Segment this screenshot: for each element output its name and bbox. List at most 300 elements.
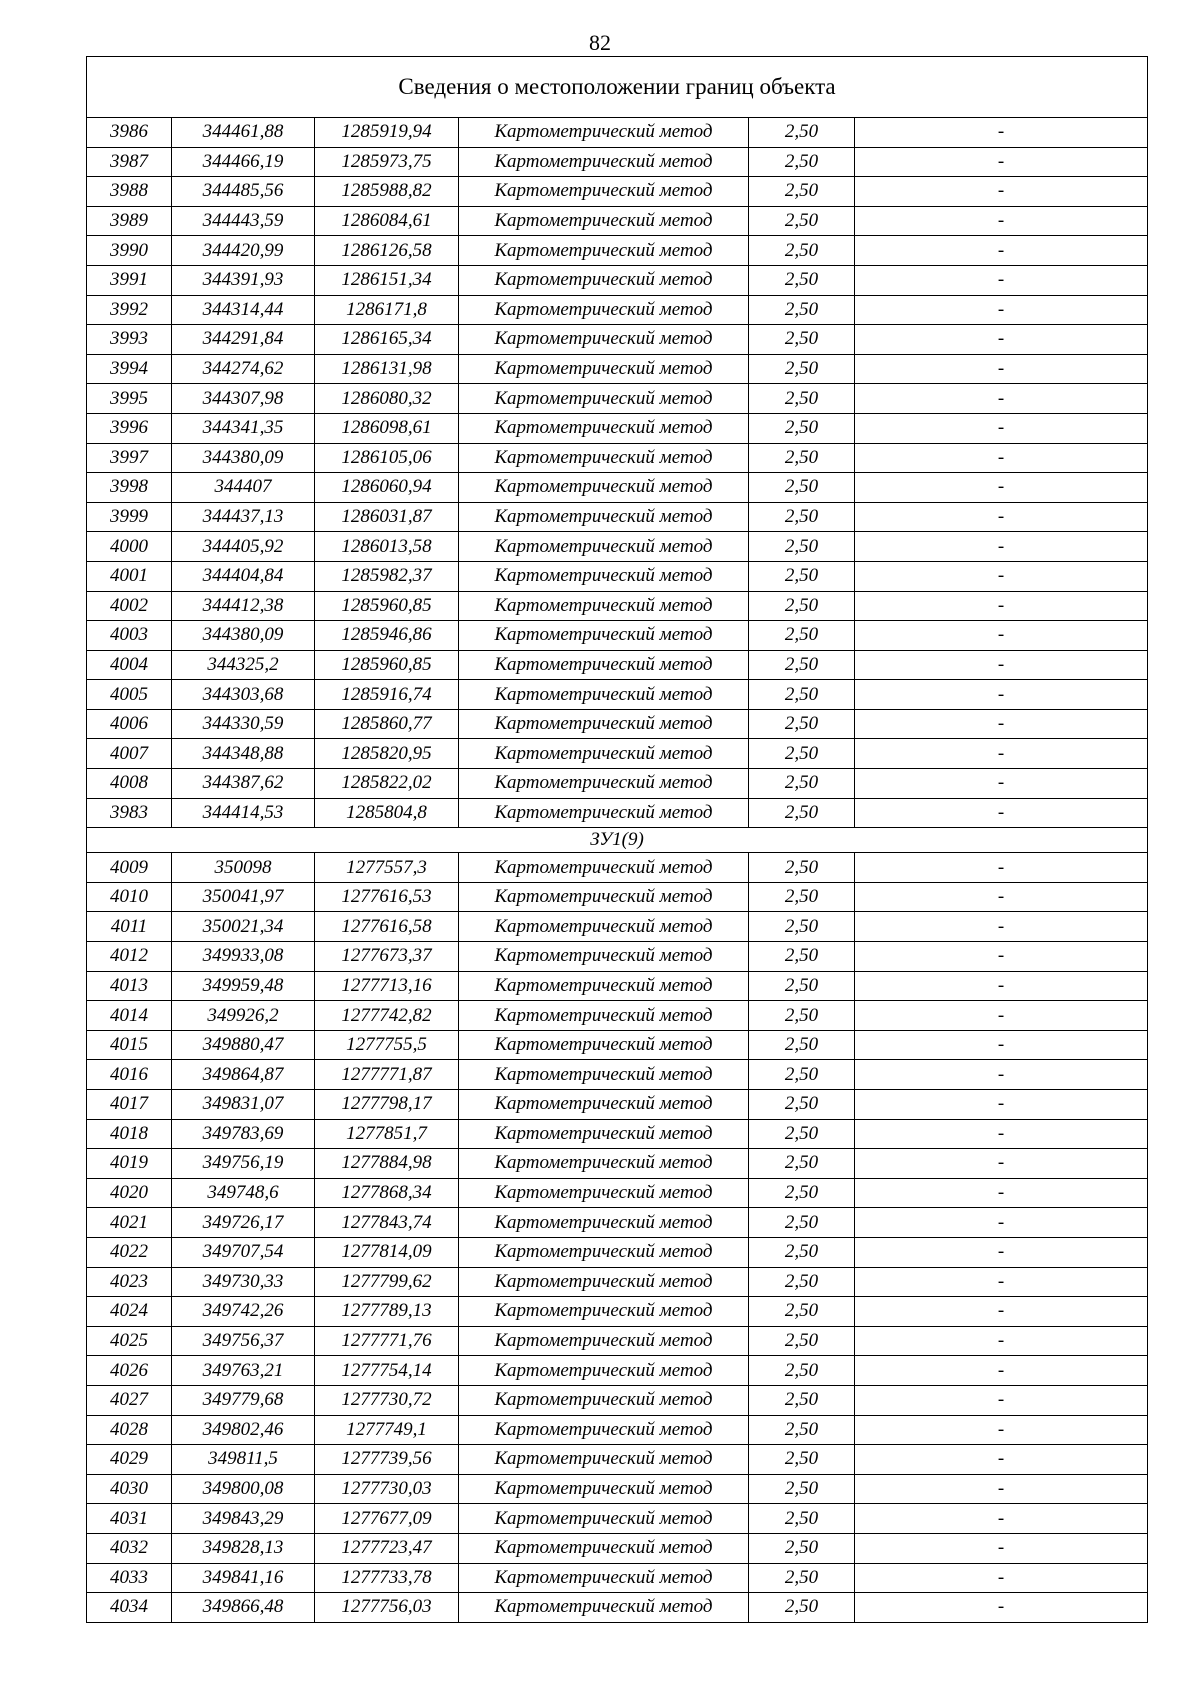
table-row	[87, 1119, 1148, 1149]
coord-y-cell: 1285916,74	[315, 680, 459, 710]
coord-y-cell: 1277673,37	[315, 942, 459, 972]
table-row	[87, 147, 1148, 177]
coord-x-cell: 349959,48	[172, 971, 315, 1001]
coord-y-cell: 1286171,8	[315, 295, 459, 325]
point-number-cell: 4010	[87, 882, 172, 912]
coord-y-cell: 1277798,17	[315, 1090, 459, 1120]
accuracy-cell: 2,50	[749, 1267, 855, 1297]
table-row	[87, 295, 1148, 325]
description-cell: -	[855, 1030, 1148, 1060]
coord-x-cell: 344414,53	[172, 798, 315, 828]
method-cell: Картометрический метод	[459, 443, 749, 473]
accuracy-cell: 2,50	[749, 236, 855, 266]
table-row	[87, 532, 1148, 562]
coord-y-cell: 1286131,98	[315, 354, 459, 384]
table-row	[87, 206, 1148, 236]
description-cell: -	[855, 739, 1148, 769]
point-number-cell: 4012	[87, 942, 172, 972]
table-row	[87, 1385, 1148, 1415]
coord-y-cell: 1277756,03	[315, 1593, 459, 1623]
coord-y-cell: 1286151,34	[315, 265, 459, 295]
coord-y-cell: 1277739,56	[315, 1445, 459, 1475]
description-cell: -	[855, 325, 1148, 355]
coord-y-cell: 1285973,75	[315, 147, 459, 177]
method-cell: Картометрический метод	[459, 1208, 749, 1238]
point-number-cell: 4000	[87, 532, 172, 562]
coord-x-cell: 349933,08	[172, 942, 315, 972]
coord-x-cell: 349748,6	[172, 1178, 315, 1208]
table-row	[87, 1445, 1148, 1475]
coord-x-cell: 344420,99	[172, 236, 315, 266]
method-cell: Картометрический метод	[459, 1090, 749, 1120]
method-cell: Картометрический метод	[459, 650, 749, 680]
method-cell: Картометрический метод	[459, 853, 749, 883]
accuracy-cell: 2,50	[749, 413, 855, 443]
method-cell: Картометрический метод	[459, 942, 749, 972]
coord-x-cell: 344330,59	[172, 709, 315, 739]
accuracy-cell: 2,50	[749, 650, 855, 680]
point-number-cell: 4001	[87, 561, 172, 591]
method-cell: Картометрический метод	[459, 1593, 749, 1623]
table-row	[87, 1090, 1148, 1120]
accuracy-cell: 2,50	[749, 739, 855, 769]
point-number-cell: 4019	[87, 1149, 172, 1179]
coord-x-cell: 349831,07	[172, 1090, 315, 1120]
table-row	[87, 1326, 1148, 1356]
coord-x-cell: 349763,21	[172, 1356, 315, 1386]
point-number-cell: 4002	[87, 591, 172, 621]
description-cell: -	[855, 1208, 1148, 1238]
method-cell: Картометрический метод	[459, 1504, 749, 1534]
point-number-cell: 3998	[87, 473, 172, 503]
point-number-cell: 3996	[87, 413, 172, 443]
coord-x-cell: 349783,69	[172, 1119, 315, 1149]
table-row	[87, 912, 1148, 942]
accuracy-cell: 2,50	[749, 1445, 855, 1475]
description-cell: -	[855, 1090, 1148, 1120]
accuracy-cell: 2,50	[749, 1297, 855, 1327]
accuracy-cell: 2,50	[749, 1237, 855, 1267]
coord-x-cell: 344303,68	[172, 680, 315, 710]
accuracy-cell: 2,50	[749, 265, 855, 295]
description-cell: -	[855, 769, 1148, 799]
coord-x-cell: 344443,59	[172, 206, 315, 236]
point-number-cell: 4013	[87, 971, 172, 1001]
accuracy-cell: 2,50	[749, 147, 855, 177]
point-number-cell: 4003	[87, 621, 172, 651]
description-cell: -	[855, 1001, 1148, 1031]
point-number-cell: 4007	[87, 739, 172, 769]
accuracy-cell: 2,50	[749, 1001, 855, 1031]
coord-y-cell: 1285804,8	[315, 798, 459, 828]
coord-y-cell: 1277749,1	[315, 1415, 459, 1445]
accuracy-cell: 2,50	[749, 591, 855, 621]
coord-y-cell: 1277771,87	[315, 1060, 459, 1090]
table-row	[87, 709, 1148, 739]
method-cell: Картометрический метод	[459, 384, 749, 414]
description-cell: -	[855, 1326, 1148, 1356]
coord-y-cell: 1285820,95	[315, 739, 459, 769]
table-row	[87, 1030, 1148, 1060]
description-cell: -	[855, 1385, 1148, 1415]
accuracy-cell: 2,50	[749, 942, 855, 972]
accuracy-cell: 2,50	[749, 354, 855, 384]
accuracy-cell: 2,50	[749, 1356, 855, 1386]
description-cell: -	[855, 680, 1148, 710]
description-cell: -	[855, 650, 1148, 680]
coord-y-cell: 1286013,58	[315, 532, 459, 562]
coord-y-cell: 1277789,13	[315, 1297, 459, 1327]
method-cell: Картометрический метод	[459, 591, 749, 621]
coord-y-cell: 1286105,06	[315, 443, 459, 473]
point-number-cell: 4017	[87, 1090, 172, 1120]
coord-y-cell: 1277755,5	[315, 1030, 459, 1060]
description-cell: -	[855, 912, 1148, 942]
accuracy-cell: 2,50	[749, 295, 855, 325]
method-cell: Картометрический метод	[459, 1326, 749, 1356]
accuracy-cell: 2,50	[749, 1563, 855, 1593]
coord-x-cell: 344325,2	[172, 650, 315, 680]
point-number-cell: 3990	[87, 236, 172, 266]
accuracy-cell: 2,50	[749, 882, 855, 912]
coord-y-cell: 1277677,09	[315, 1504, 459, 1534]
description-cell: -	[855, 1119, 1148, 1149]
table-row	[87, 443, 1148, 473]
coord-x-cell: 349707,54	[172, 1237, 315, 1267]
accuracy-cell: 2,50	[749, 1385, 855, 1415]
point-number-cell: 3992	[87, 295, 172, 325]
coord-y-cell: 1285982,37	[315, 561, 459, 591]
coord-y-cell: 1277616,53	[315, 882, 459, 912]
table-row	[87, 1297, 1148, 1327]
accuracy-cell: 2,50	[749, 621, 855, 651]
coord-y-cell: 1277723,47	[315, 1533, 459, 1563]
method-cell: Картометрический метод	[459, 1060, 749, 1090]
coord-x-cell: 349756,37	[172, 1326, 315, 1356]
table-row	[87, 1533, 1148, 1563]
accuracy-cell: 2,50	[749, 971, 855, 1001]
description-cell: -	[855, 882, 1148, 912]
coord-x-cell: 349730,33	[172, 1267, 315, 1297]
description-cell: -	[855, 502, 1148, 532]
table-row	[87, 798, 1148, 828]
coord-y-cell: 1286060,94	[315, 473, 459, 503]
point-number-cell: 4032	[87, 1533, 172, 1563]
description-cell: -	[855, 561, 1148, 591]
method-cell: Картометрический метод	[459, 680, 749, 710]
accuracy-cell: 2,50	[749, 502, 855, 532]
description-cell: -	[855, 942, 1148, 972]
method-cell: Картометрический метод	[459, 1297, 749, 1327]
point-number-cell: 4009	[87, 853, 172, 883]
point-number-cell: 4025	[87, 1326, 172, 1356]
description-cell: -	[855, 206, 1148, 236]
method-cell: Картометрический метод	[459, 971, 749, 1001]
point-number-cell: 4028	[87, 1415, 172, 1445]
table-row	[87, 1060, 1148, 1090]
point-number-cell: 4026	[87, 1356, 172, 1386]
point-number-cell: 3991	[87, 265, 172, 295]
table-row	[87, 1149, 1148, 1179]
table-row	[87, 1001, 1148, 1031]
method-cell: Картометрический метод	[459, 265, 749, 295]
method-cell: Картометрический метод	[459, 354, 749, 384]
accuracy-cell: 2,50	[749, 325, 855, 355]
method-cell: Картометрический метод	[459, 177, 749, 207]
method-cell: Картометрический метод	[459, 1474, 749, 1504]
coord-y-cell: 1285960,85	[315, 591, 459, 621]
point-number-cell: 3987	[87, 147, 172, 177]
point-number-cell: 3986	[87, 118, 172, 148]
accuracy-cell: 2,50	[749, 680, 855, 710]
method-cell: Картометрический метод	[459, 1533, 749, 1563]
method-cell: Картометрический метод	[459, 739, 749, 769]
description-cell: -	[855, 295, 1148, 325]
point-number-cell: 4034	[87, 1593, 172, 1623]
method-cell: Картометрический метод	[459, 912, 749, 942]
coord-x-cell: 344485,56	[172, 177, 315, 207]
coord-x-cell: 344341,35	[172, 413, 315, 443]
coord-y-cell: 1286031,87	[315, 502, 459, 532]
coord-y-cell: 1285860,77	[315, 709, 459, 739]
section-label: ЗУ1(9)	[87, 828, 1148, 853]
table-header: Сведения о местоположении границ объекта	[87, 57, 1148, 118]
method-cell: Картометрический метод	[459, 882, 749, 912]
coord-x-cell: 344437,13	[172, 502, 315, 532]
coord-x-cell: 349841,16	[172, 1563, 315, 1593]
coord-y-cell: 1277843,74	[315, 1208, 459, 1238]
coord-y-cell: 1277771,76	[315, 1326, 459, 1356]
table-row	[87, 650, 1148, 680]
point-number-cell: 3995	[87, 384, 172, 414]
method-cell: Картометрический метод	[459, 769, 749, 799]
point-number-cell: 4033	[87, 1563, 172, 1593]
coord-x-cell: 344348,88	[172, 739, 315, 769]
table-row	[87, 1593, 1148, 1623]
coord-x-cell: 344274,62	[172, 354, 315, 384]
coord-x-cell: 349811,5	[172, 1445, 315, 1475]
coord-y-cell: 1277799,62	[315, 1267, 459, 1297]
description-cell: -	[855, 354, 1148, 384]
accuracy-cell: 2,50	[749, 1208, 855, 1238]
method-cell: Картометрический метод	[459, 473, 749, 503]
table-row	[87, 882, 1148, 912]
point-number-cell: 4011	[87, 912, 172, 942]
accuracy-cell: 2,50	[749, 532, 855, 562]
point-number-cell: 4027	[87, 1385, 172, 1415]
coord-y-cell: 1285946,86	[315, 621, 459, 651]
table-row	[87, 1415, 1148, 1445]
coord-y-cell: 1277730,03	[315, 1474, 459, 1504]
description-cell: -	[855, 473, 1148, 503]
coord-y-cell: 1277730,72	[315, 1385, 459, 1415]
accuracy-cell: 2,50	[749, 473, 855, 503]
description-cell: -	[855, 798, 1148, 828]
point-number-cell: 4022	[87, 1237, 172, 1267]
description-cell: -	[855, 1237, 1148, 1267]
table-row	[87, 1474, 1148, 1504]
accuracy-cell: 2,50	[749, 1326, 855, 1356]
section-label-row	[87, 828, 1148, 853]
accuracy-cell: 2,50	[749, 709, 855, 739]
description-cell: -	[855, 591, 1148, 621]
coord-x-cell: 344291,84	[172, 325, 315, 355]
point-number-cell: 3999	[87, 502, 172, 532]
table-row	[87, 413, 1148, 443]
method-cell: Картометрический метод	[459, 1356, 749, 1386]
coord-x-cell: 344387,62	[172, 769, 315, 799]
point-number-cell: 4015	[87, 1030, 172, 1060]
point-number-cell: 4030	[87, 1474, 172, 1504]
point-number-cell: 4016	[87, 1060, 172, 1090]
coord-x-cell: 349742,26	[172, 1297, 315, 1327]
accuracy-cell: 2,50	[749, 1030, 855, 1060]
table-row	[87, 591, 1148, 621]
accuracy-cell: 2,50	[749, 1090, 855, 1120]
coord-y-cell: 1277814,09	[315, 1237, 459, 1267]
table-row	[87, 1563, 1148, 1593]
coord-x-cell: 350041,97	[172, 882, 315, 912]
accuracy-cell: 2,50	[749, 798, 855, 828]
description-cell: -	[855, 1178, 1148, 1208]
point-number-cell: 4024	[87, 1297, 172, 1327]
page-number: 82	[589, 30, 611, 55]
table-row	[87, 384, 1148, 414]
description-cell: -	[855, 1267, 1148, 1297]
coord-x-cell: 349880,47	[172, 1030, 315, 1060]
description-cell: -	[855, 1533, 1148, 1563]
table-row	[87, 1267, 1148, 1297]
method-cell: Картометрический метод	[459, 1385, 749, 1415]
coord-x-cell: 350098	[172, 853, 315, 883]
coord-x-cell: 349828,13	[172, 1533, 315, 1563]
table-row	[87, 1208, 1148, 1238]
coord-x-cell: 344407	[172, 473, 315, 503]
table-row	[87, 561, 1148, 591]
accuracy-cell: 2,50	[749, 1119, 855, 1149]
description-cell: -	[855, 709, 1148, 739]
accuracy-cell: 2,50	[749, 1060, 855, 1090]
accuracy-cell: 2,50	[749, 1593, 855, 1623]
coord-y-cell: 1277616,58	[315, 912, 459, 942]
accuracy-cell: 2,50	[749, 1178, 855, 1208]
coord-x-cell: 344391,93	[172, 265, 315, 295]
coord-x-cell: 349864,87	[172, 1060, 315, 1090]
coord-x-cell: 349843,29	[172, 1504, 315, 1534]
method-cell: Картометрический метод	[459, 621, 749, 651]
table-row	[87, 621, 1148, 651]
coord-x-cell: 344307,98	[172, 384, 315, 414]
coord-x-cell: 344461,88	[172, 118, 315, 148]
method-cell: Картометрический метод	[459, 532, 749, 562]
coord-x-cell: 349802,46	[172, 1415, 315, 1445]
coord-x-cell: 344404,84	[172, 561, 315, 591]
coord-y-cell: 1286084,61	[315, 206, 459, 236]
description-cell: -	[855, 1060, 1148, 1090]
accuracy-cell: 2,50	[749, 177, 855, 207]
point-number-cell: 4005	[87, 680, 172, 710]
accuracy-cell: 2,50	[749, 384, 855, 414]
boundary-coordinates-table	[86, 56, 1148, 1623]
coord-y-cell: 1285919,94	[315, 118, 459, 148]
point-number-cell: 3997	[87, 443, 172, 473]
description-cell: -	[855, 413, 1148, 443]
point-number-cell: 4020	[87, 1178, 172, 1208]
table-row	[87, 177, 1148, 207]
coord-y-cell: 1277754,14	[315, 1356, 459, 1386]
description-cell: -	[855, 177, 1148, 207]
method-cell: Картометрический метод	[459, 413, 749, 443]
table-row	[87, 502, 1148, 532]
description-cell: -	[855, 443, 1148, 473]
coord-y-cell: 1285988,82	[315, 177, 459, 207]
table-row	[87, 325, 1148, 355]
table-row	[87, 118, 1148, 148]
coord-y-cell: 1277851,7	[315, 1119, 459, 1149]
coord-x-cell: 349866,48	[172, 1593, 315, 1623]
point-number-cell: 4023	[87, 1267, 172, 1297]
point-number-cell: 4031	[87, 1504, 172, 1534]
coord-x-cell: 344314,44	[172, 295, 315, 325]
coord-y-cell: 1277868,34	[315, 1178, 459, 1208]
coord-x-cell: 344380,09	[172, 621, 315, 651]
accuracy-cell: 2,50	[749, 1149, 855, 1179]
accuracy-cell: 2,50	[749, 1474, 855, 1504]
point-number-cell: 3989	[87, 206, 172, 236]
coord-x-cell: 349726,17	[172, 1208, 315, 1238]
point-number-cell: 4021	[87, 1208, 172, 1238]
table-row	[87, 1237, 1148, 1267]
method-cell: Картометрический метод	[459, 502, 749, 532]
method-cell: Картометрический метод	[459, 1445, 749, 1475]
method-cell: Картометрический метод	[459, 325, 749, 355]
method-cell: Картометрический метод	[459, 1030, 749, 1060]
description-cell: -	[855, 118, 1148, 148]
table-row	[87, 1178, 1148, 1208]
accuracy-cell: 2,50	[749, 443, 855, 473]
coord-x-cell: 349756,19	[172, 1149, 315, 1179]
point-number-cell: 4029	[87, 1445, 172, 1475]
method-cell: Картометрический метод	[459, 1237, 749, 1267]
coord-x-cell: 344412,38	[172, 591, 315, 621]
method-cell: Картометрический метод	[459, 1563, 749, 1593]
coord-y-cell: 1277733,78	[315, 1563, 459, 1593]
coord-x-cell: 344380,09	[172, 443, 315, 473]
method-cell: Картометрический метод	[459, 206, 749, 236]
accuracy-cell: 2,50	[749, 1504, 855, 1534]
method-cell: Картометрический метод	[459, 147, 749, 177]
point-number-cell: 3983	[87, 798, 172, 828]
table-row	[87, 354, 1148, 384]
point-number-cell: 4006	[87, 709, 172, 739]
table-row	[87, 769, 1148, 799]
accuracy-cell: 2,50	[749, 1533, 855, 1563]
table-header-row	[87, 57, 1148, 118]
point-number-cell: 4004	[87, 650, 172, 680]
method-cell: Картометрический метод	[459, 1119, 749, 1149]
table-row	[87, 680, 1148, 710]
point-number-cell: 4008	[87, 769, 172, 799]
accuracy-cell: 2,50	[749, 1415, 855, 1445]
table-row	[87, 971, 1148, 1001]
coord-y-cell: 1286080,32	[315, 384, 459, 414]
description-cell: -	[855, 1149, 1148, 1179]
coord-x-cell: 349926,2	[172, 1001, 315, 1031]
accuracy-cell: 2,50	[749, 561, 855, 591]
accuracy-cell: 2,50	[749, 118, 855, 148]
coord-y-cell: 1277884,98	[315, 1149, 459, 1179]
point-number-cell: 3988	[87, 177, 172, 207]
